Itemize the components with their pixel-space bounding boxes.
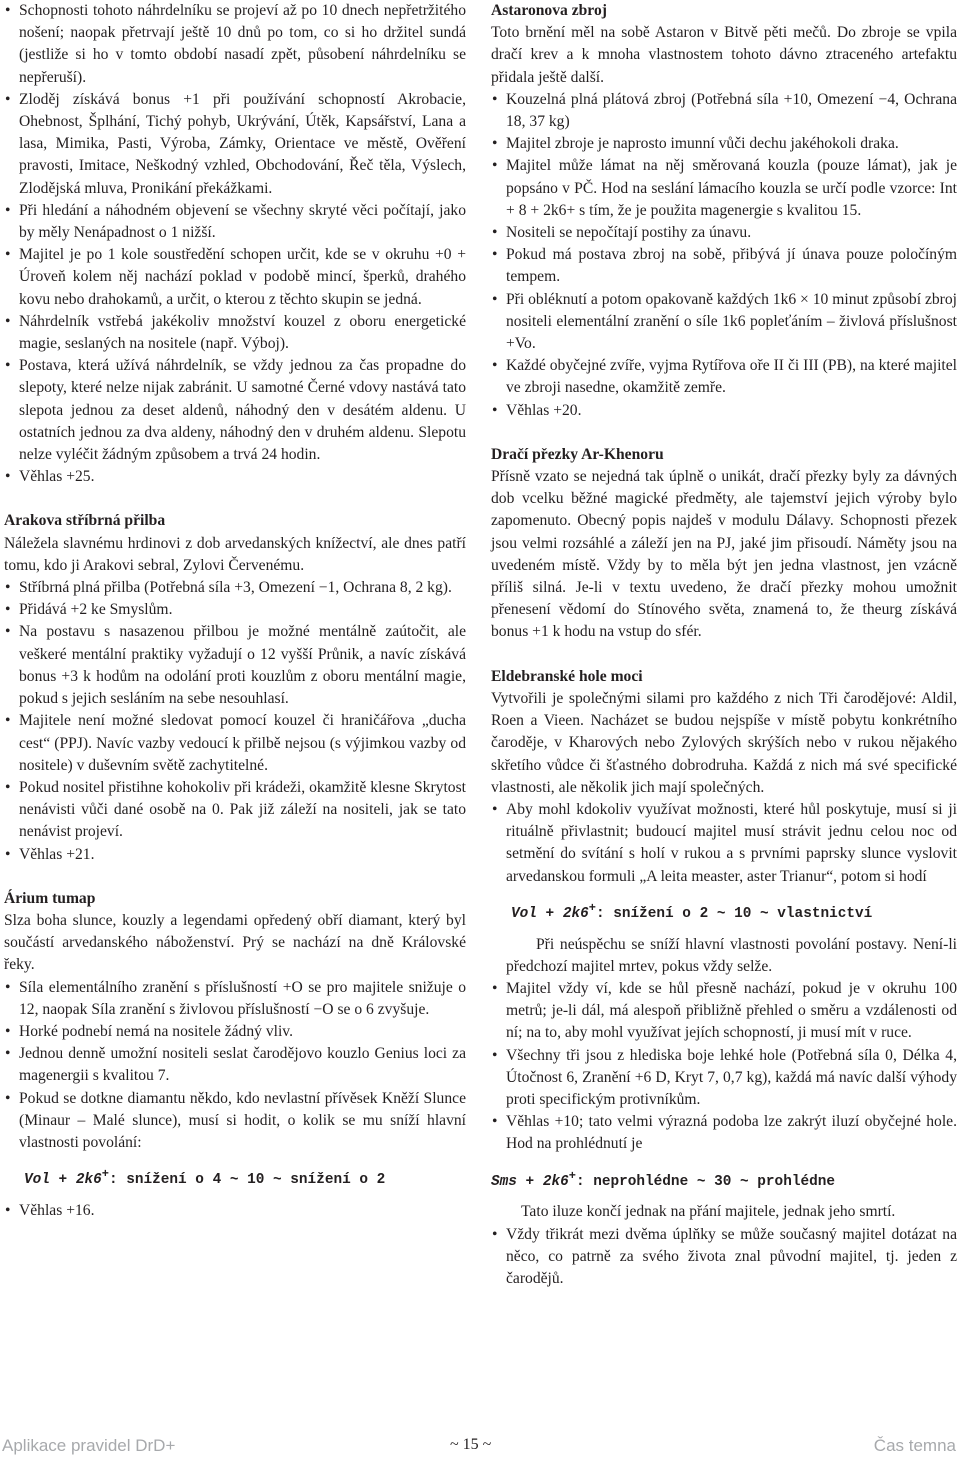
footer-book-title: Aplikace pravidel DrD+ [2,1436,176,1455]
paragraph-after-formula: Při neúspěchu se sníží hlavní vlastnosti povolání postavy. Není-li předchozí majitel mrtev, pokus vždy selže. [506,935,957,975]
arium-renown-list [4,1200,466,1222]
page-number: ~ 15 ~ [450,1436,492,1453]
list-item: • Jednou denně umožní nositeli seslat čarodějovo kouzlo Genius loci za magenergii s kvalitou 7. [4,1043,466,1087]
list-item: • Věhlas +10; tato velmi výrazná podoba lze zakrýt iluzí obyčejné hole. Hod na prohlédnutí je [491,1111,957,1155]
section-intro-staves: Vytvořili je společnými silami pro každého z nich Tři čarodějové: Aldil, Roen a Vieen. Nacházet se budou nejspíše v místě pobytu konkrétního čaroděje, v Kharových nebo Zylových skrýších nebo v rukou nějakého skřetího vůdce či šťastného dobrodruha. Každá z nich má své specifické vlastnosti, ale několik jich mají společných. [491,689,957,796]
necklace-properties-list [4,0,466,488]
section-title-staves: Eldebranské hole moci [491,667,643,685]
list-item: • Všechny tři jsou z hlediska boje lehké hole (Potřebná síla 0, Délka 4, Útočnost 6, Zranění +6 D, Kryt 7, 0,7 kg), každá má navíc další výhody proti specifickým protivníkům. [491,1045,957,1112]
list-item: • Majitel zbroje je naprosto imunní vůči dechu jakéhokoli draka. [491,133,957,155]
section-intro-helmet: Náležela slavnému hrdinovi z dob arvedanských knížectví, ale dnes patří tomu, kdo ji Arakovi sebral, Zylovi Červenému. [4,534,466,574]
list-item: • Aby mohl kdokoliv využívat možnosti, které hůl poskytuje, musí si ji rituálně přivlastnit; budoucí majitel musí strávit jednu celou noc od setmění do svítání s holí v rukou a s prvními paprsky slunce vyslovit arvedanskou formuli „A leita measter, aster Trianur“, potom si hodí [491,799,957,888]
list-item: • Zloděj získává bonus +1 při používání schopností Akrobacie, Ohebnost, Šplhání, Tichý pohyb, Ukrývání, Útěk, Kapsářství, Lana a lasa, Mimika, Pasti, Výroba, Zámky, Orientace ve městě, Ověření pravosti, Imitace, Neškodný vzhled, Obchodování, Řeč těla, Výslech, Zlodějská mluva, Pronikání překážkami. [4,89,466,200]
section-intro-astaron: Toto brnění měl na sobě Astaron v Bitvě pěti mečů. Do zbroje se vpila dračí krev a k mnoha vlastnostem tohoto dávno ztraceného artefaktu přidala ještě další. [491,24,957,86]
left-column [4,0,466,1222]
list-item: • Při obléknutí a potom opakovaně každých 1k6 × 10 minut způsobí zbroj nositeli elementální zranění o síle 1k6 popleťáním – živlová příslušnost +Vo. [491,289,957,356]
right-column [491,0,957,1290]
list-item: • Věhlas +21. [4,844,466,866]
formula-lead: Sms + 2k6 [491,1173,569,1190]
list-item: • Na postavu s nasazenou přilbou je možné mentálně zaútočit, ale veškeré mentální praktiky vyžadují o 12 vyšší Průnik, a navíc získává bonus +3 k hodům na odolání proti kouzlům z oboru mentální magie, pokud s jejich sesláním na sebe nesouhlasí. [4,621,466,710]
formula-staves-ownership [511,897,957,925]
staves-last-list [491,1224,957,1291]
formula-rest: : snížení o 2 ~ 10 ~ vlastnictví [595,905,873,922]
list-item: • Síla elementálního zranění s příslušností +O se pro majitele snižuje o 12, naopak Síla zranění s živlovou příslušností −O se o 6 zvyšuje. [4,977,466,1021]
paragraph-after-formula: Tato iluze končí jednak na přání majitele, jednak jeho smrtí. [521,1203,896,1221]
list-item: • Věhlas +16. [4,1200,466,1222]
section-text-buckles: Přísně vzato se nejedná tak úplně o unikát, dračí přezky byly za dávných dob vcelku běžné magické předměty, ale tajemství jejich výroby bylo zapomenuto. Obecný popis najdeš v modulu Dálavy. Schopnosti přezek jsou velmi rozsáhlé a záleží jen na PJ, jaké jim přisoudí. Náměty jsou na uvedeném místě. Vždy by to měla být jen jedna vlastnost, jen vzácně příliš silná. Je-li v textu uvedeno, že dračí přezky mohou umožnit přenesení vědomí do Stínového světa, znamená to, že theurg získává bonus +1 k hodu na vstup do sfér. [491,468,957,641]
section-title-astaron: Astaronova zbroj [491,2,607,19]
section-title-helmet: Arakova stříbrná přilba [4,512,166,530]
list-item: • Nositeli se nepočítají postihy za únavu. [491,222,957,244]
list-item: • Kouzelná plná plátová zbroj (Potřebná síla +10, Omezení −4, Ochrana 18, 37 kg) [491,89,957,133]
list-item: • Každé obyčejné zvíře, vyjma Rytířova oře II či III (PB), na které majitel ve zbroji nasedne, okamžitě zemře. [491,355,957,399]
list-item: • Věhlas +25. [4,466,466,488]
formula-sup: + [101,1167,109,1182]
staves-properties-list [491,978,957,1156]
list-item: • Přidává +2 ke Smyslům. [4,599,466,621]
formula-rest: : neprohlédne ~ 30 ~ prohlédne [575,1173,836,1190]
list-item: • Při hledání a náhodném objevení se všechny skryté věci počítají, jako by měly Nenápadnost o 1 nižší. [4,200,466,244]
arium-properties-list [4,977,466,1155]
formula-rest: : snížení o 4 ~ 10 ~ snížení o 2 [108,1171,386,1188]
formula-lead: Vol + 2k6 [511,905,589,922]
list-item: • Pokud nositel přistihne kohokoliv při krádeži, okamžitě klesne Skrytost nenávisti vůči dané osobě na 0. Pak již záleží na nositeli, jak se tato nenávist projeví. [4,777,466,844]
formula-sup: + [588,900,596,915]
list-item: • Vždy třikrát mezi dvěma úplňky se může současný majitel dotázat na něco, co patrně za svého života znal původní majitel, tj. jeden z čarodějů. [491,1224,957,1291]
list-item: • Postava, která užívá náhrdelník, se vždy jednou za čas propadne do slepoty, které nelze nijak zabránit. U samotné Černé vdovy nastává tato slepota jednou za deset aldenů, náhodný den v desátém aldenu. U ostatních jednou za dva aldeny, náhodný den v druhém aldenu. Slepotu nelze vyléčit žádným způsobem a trvá 24 hodin. [4,355,466,466]
formula-arium [24,1163,466,1191]
section-title-arium: Árium tumap [4,889,96,907]
page-footer [0,1436,960,1458]
list-item: • Majitel může lámat na něj směrovaná kouzla (pouze lámat), jak je popsáno v PČ. Hod na seslání lámacího kouzla se určí podle vzorce: Int + 8 + 2k6+ s tím, že je použita magenergie s kvalitou 15. [491,155,957,222]
footer-chapter-title: Čas temna [873,1436,956,1455]
list-item: • Majitele není možné sledovat pomocí kouzel či hraničářova „ducha cest“ (PPJ). Navíc vazby vedoucí k přilbě nejsou (s výjimkou vazby od nositele) v duševním světě zachytitelné. [4,710,466,777]
formula-lead: Vol + 2k6 [24,1171,102,1188]
list-item: • Náhrdelník vstřebá jakékoliv množství kouzel z oboru energetické magie, seslaných na nositele (např. Výboj). [4,311,466,355]
formula-sup: + [568,1168,576,1183]
list-item: • Stříbrná plná přilba (Potřebná síla +3, Omezení −1, Ochrana 8, 2 kg). [4,577,466,599]
list-item: • Věhlas +20. [491,400,957,422]
list-item: • Pokud se dotkne diamantu někdo, kdo nevlastní přívěsek Kněží Slunce (Minaur – Malé slunce), musí si hodit, o kolik se mu sníží hlavní vlastnosti povolání: [4,1088,466,1155]
section-title-buckles: Dračí přezky Ar-Khenoru [491,445,664,463]
list-item: • Majitel vždy ví, kde se hůl přesně nachází, pokud je v okruhu 100 metrů; je-li dál, má alespoň přibližně přehled o směru a vzdálenosti od ní; na to, aby mohl využívat jejích schopností, ji musí mít v ruce. [491,978,957,1045]
formula-staves-illusion [491,1165,957,1193]
helmet-properties-list [4,577,466,866]
staves-ritual-list [491,799,957,888]
list-item: • Pokud má postava zbroj na sobě, přibývá jí únava pouze poločíným tempem. [491,244,957,288]
list-item: • Horké podnebí nemá na nositele žádný vliv. [4,1021,466,1043]
list-item: • Majitel je po 1 kole soustředění schopen určit, kde se v okruhu +0 + Úroveň kolem něj nachází poklad v podobě mincí, šperků, drahého kovu nebo drahokamů, a určit, o kterou z těchto skupin se jedná. [4,244,466,311]
list-item: • Schopnosti tohoto náhrdelníku se projeví až po 10 dnech nepřetržitého nošení; naopak přetrvají ještě 10 dnů po tom, co si ho držitel sundá (jestliže si ho v tomto období nasadí zpět, působení náhrdelníku se nepřeruší). [4,0,466,89]
section-intro-arium: Slza boha slunce, kouzly a legendami opředený obří diamant, který byl součástí arvedanského náboženství. Prý se nachází na dně Královské řeky. [4,911,466,974]
astaron-properties-list [491,89,957,422]
